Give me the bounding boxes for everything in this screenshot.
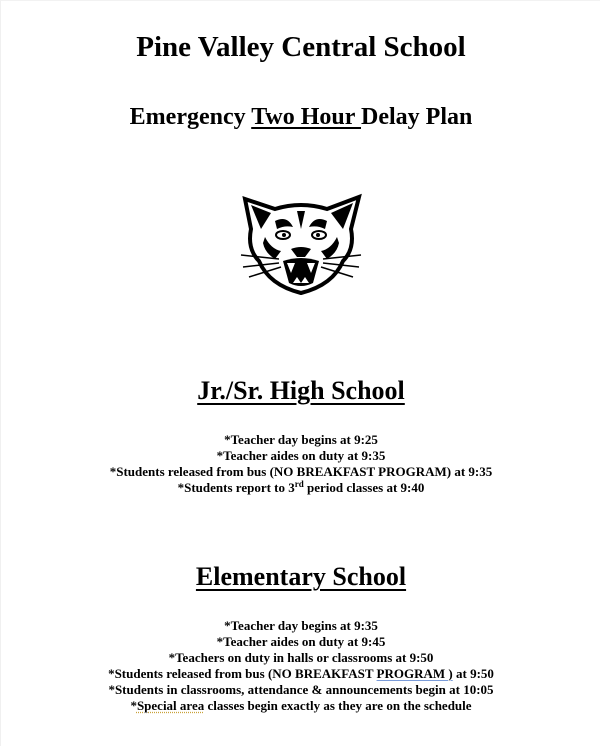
schedule-line: *Teacher aides on duty at 9:35	[216, 448, 386, 463]
section-heading-elementary: Elementary School	[195, 562, 407, 591]
schedule-line	[1, 698, 600, 714]
line-text: *Students report to 3	[177, 480, 295, 495]
schedule-line: *Teacher day begins at 9:35	[224, 618, 378, 633]
schedule-line	[1, 480, 600, 496]
subtitle-underlined: Two Hour	[251, 104, 361, 130]
school-title: Pine Valley Central School	[136, 31, 466, 63]
elementary-schedule	[1, 618, 600, 714]
line-text: *Students released from bus (NO BREAKFAST	[108, 666, 377, 681]
subtitle-prefix: Emergency	[129, 104, 252, 130]
high-school-schedule	[1, 432, 600, 496]
section-heading-high-school: Jr./Sr. High School	[197, 376, 405, 405]
schedule-line: *Students released from bus (NO BREAKFAST PROGRAM) at 9:35	[109, 464, 493, 479]
schedule-line	[1, 666, 600, 682]
ordinal-superscript: rd	[294, 479, 304, 489]
schedule-line: *Teacher aides on duty at 9:45	[216, 634, 386, 649]
line-text: period classes at 9:40	[303, 480, 425, 495]
subtitle-suffix: Delay Plan	[361, 104, 473, 130]
schedule-line: *Students in classrooms, attendance & announcements begin at 10:05	[108, 682, 494, 697]
line-text: *	[130, 698, 137, 713]
spell-flagged-text[interactable]: Special area	[136, 698, 205, 713]
plan-subtitle	[1, 101, 600, 133]
line-text: classes begin exactly as they are on the schedule	[204, 698, 472, 713]
schedule-line: *Teacher day begins at 9:25	[224, 432, 378, 447]
cougar-mascot-icon	[235, 189, 367, 299]
schedule-line: *Teachers on duty in halls or classrooms at 9:50	[168, 650, 434, 665]
grammar-flagged-text[interactable]: PROGRAM )	[376, 666, 453, 681]
line-text: at 9:50	[452, 666, 494, 681]
